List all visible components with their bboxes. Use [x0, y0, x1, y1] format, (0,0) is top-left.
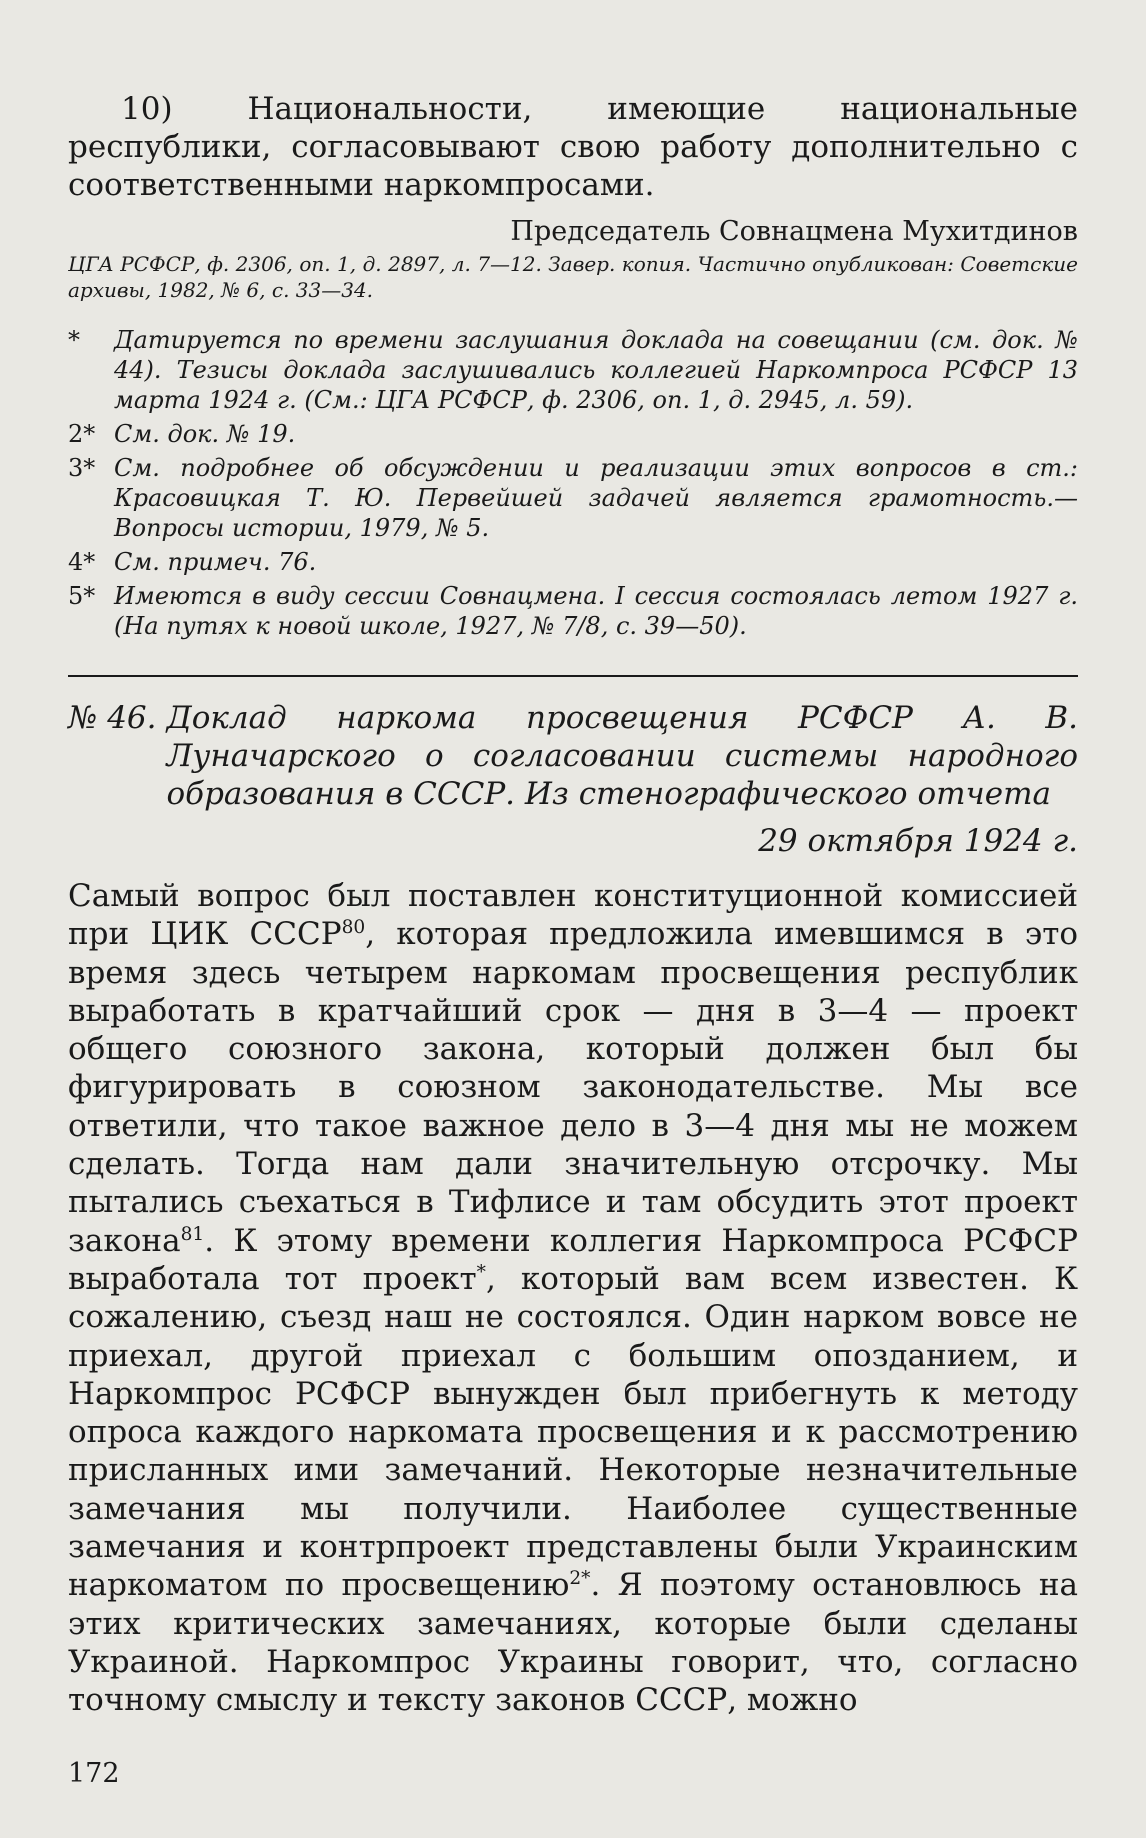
footnote — [68, 453, 1078, 543]
footnote — [68, 547, 1078, 577]
footnote-text: Имеются в виду сессии Совнацмена. I сессия состоялась летом 1927 г. (На путях к новой школе, 1927, № 7/8, с. 39—50). — [114, 582, 1078, 640]
signature-line: Председатель Совнацмена Мухитдинов — [510, 216, 1078, 247]
body-text: , которая предложила имевшимся в это время здесь четырем наркомам просвещения республик выработать в кратчайший срок — дня в 3—4 — проект общего союзного закона, который должен был бы фигурировать в союзном законодательстве. Мы все ответили, что такое важное дело в 3—4 дня мы не можем сделать. Тогда нам дали значительную отсрочку. Мы пытались съехаться в Тифлисе и там обсудить этот проект закона — [68, 916, 1079, 1259]
footnote-mark: 4* — [68, 548, 96, 576]
document-title — [68, 699, 1078, 813]
document-number: № 46. — [68, 700, 157, 736]
document-page — [68, 90, 1078, 1720]
footnote — [68, 581, 1078, 641]
body-paragraph — [68, 877, 1078, 1720]
footnote-text: См. док. № 19. — [114, 420, 296, 448]
footnote-text: См. примеч. 76. — [114, 548, 317, 576]
footnote-text: Датируется по времени заслушания доклада на совещании (см. док. № 44). Тезисы доклада заслушивались коллегией Наркомпроса РСФСР 13 марта 1924 г. (См.: ЦГА РСФСР, ф. 2306, оп. 1, д. 2945, л. 59). — [114, 326, 1078, 414]
footnote-mark: 3* — [68, 454, 96, 482]
page-number: 172 — [68, 1758, 120, 1789]
body-text: Самый вопрос был поставлен конституционной комиссией при ЦИК СССР — [68, 878, 1078, 953]
body-text: , который вам всем известен. К сожалению, съезд наш не состоялся. Один нарком вовсе не приехал, другой приехал с большим опозданием, и Наркомпрос РСФСР вынужден был прибегнуть к методу опроса каждого наркомата просвещения и к рассмотрению присланных ими замечаний. Некоторые незначительные замечания мы получили. Наиболее существенные замечания и контрпроект представлены были Украинским наркоматом по просвещению — [68, 1260, 1078, 1604]
endnote-ref: 81 — [180, 1223, 205, 1245]
footnote-mark: 5* — [68, 582, 96, 610]
footnote-mark: 2* — [68, 420, 96, 448]
item-10-paragraph: 10) Национальности, имеющие национальные республики, согласовывают свою работу дополнительно с соответственными наркомпросами. — [68, 91, 1078, 203]
endnote-ref: 80 — [341, 917, 366, 939]
footnote — [68, 325, 1078, 415]
footnote — [68, 419, 1078, 449]
document-date: 29 октября 1924 г. — [758, 823, 1078, 859]
document-heading: Доклад наркома просвещения РСФСР А. В. Луначарского о согласовании системы народного образования в СССР. Из стенографического отчета — [166, 700, 1078, 812]
footnotes — [68, 325, 1078, 641]
footnote-ref: 2* — [569, 1568, 591, 1590]
body-text: . Я поэтому остановлюсь на этих критических замечаниях, которые были сделаны Украиной. Наркомпрос Украины говорит, что, согласно точному смыслу и тексту законов СССР, можно — [68, 1567, 1078, 1719]
footnote-mark: * — [68, 326, 80, 354]
section-divider — [68, 675, 1078, 677]
archive-reference: ЦГА РСФСР, ф. 2306, оп. 1, д. 2897, л. 7—12. Завер. копия. Частично опубликован: Советские архивы, 1982, № 6, с. 33—34. — [68, 252, 1078, 302]
footnote-text: См. подробнее об обсуждении и реализации этих вопросов в ст.: Красовицкая Т. Ю. Первейшей задачей является грамотность.— Вопросы истории, 1979, № 5. — [114, 454, 1078, 542]
body-text: . К этому времени коллегия Наркомпроса РСФСР выработала тот проект — [68, 1222, 1078, 1297]
footnote-ref: * — [476, 1261, 486, 1283]
